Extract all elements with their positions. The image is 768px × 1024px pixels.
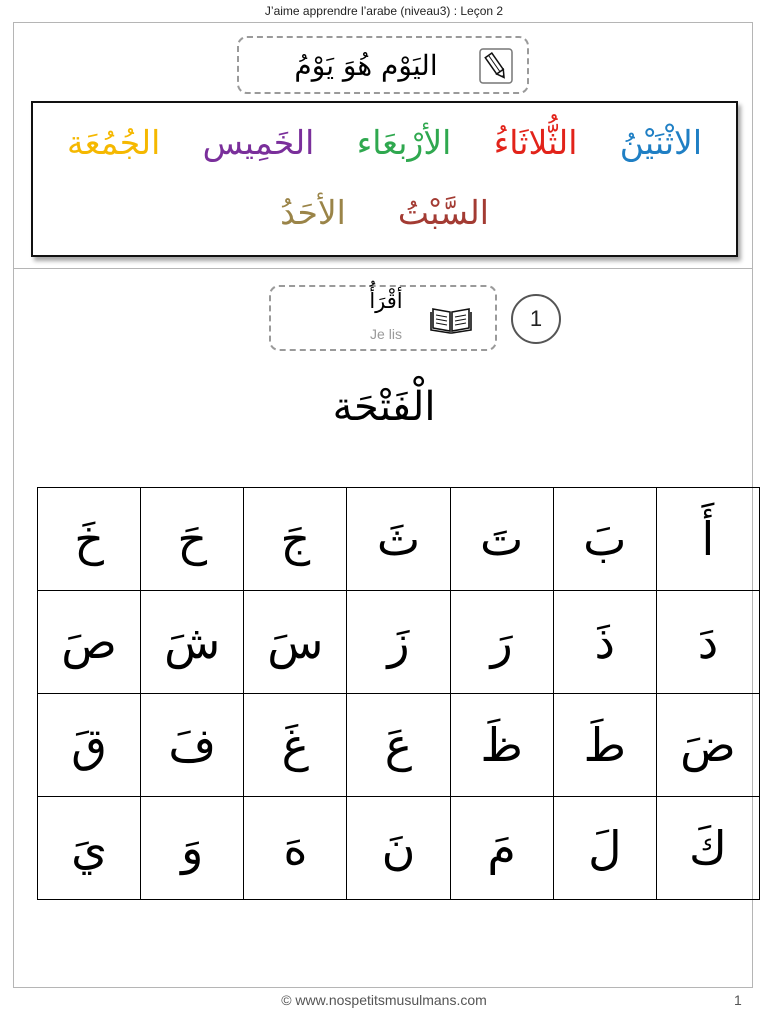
- pencil-icon: [479, 48, 513, 84]
- day-wednesday: الأرْبعَاء: [356, 123, 452, 162]
- letter-cell: خَ: [38, 488, 141, 591]
- letters-row: [38, 488, 760, 591]
- letter-cell: أَ: [656, 488, 759, 591]
- step-number-badge: 1: [511, 294, 561, 344]
- letter-cell: سَ: [244, 591, 347, 694]
- reading-instruction-french: Je lis: [370, 326, 402, 342]
- letter-cell: قَ: [38, 694, 141, 797]
- letters-row: [38, 694, 760, 797]
- week-days-row-1: [33, 123, 736, 162]
- letter-cell: طَ: [553, 694, 656, 797]
- letters-row: [38, 591, 760, 694]
- letter-cell: كَ: [656, 797, 759, 900]
- week-days-row-2: [33, 193, 736, 232]
- day-saturday: السَّبْتُ: [397, 193, 489, 232]
- letter-cell: رَ: [450, 591, 553, 694]
- letter-cell: ثَ: [347, 488, 450, 591]
- week-days-box: [31, 101, 738, 257]
- day-sunday: الأحَدُ: [280, 193, 346, 232]
- reading-instruction-arabic: أقْرَأُ: [369, 289, 403, 313]
- letter-cell: دَ: [656, 591, 759, 694]
- letter-cell: تَ: [450, 488, 553, 591]
- letter-cell: بَ: [553, 488, 656, 591]
- day-tuesday: الثُّلاثَاءُ: [493, 123, 578, 162]
- day-friday: الجُمُعَة: [67, 123, 161, 162]
- day-prompt-box: [237, 36, 529, 94]
- letter-cell: شَ: [141, 591, 244, 694]
- letter-cell: ذَ: [553, 591, 656, 694]
- letter-cell: زَ: [347, 591, 450, 694]
- page-header-title: J’aime apprendre l’arabe (niveau3) : Leçon 2: [264, 4, 504, 18]
- letter-cell: ضَ: [656, 694, 759, 797]
- letters-table: [37, 487, 760, 900]
- page-number: 1: [734, 992, 742, 1008]
- day-monday: الاثْنَيْنُ: [619, 123, 702, 162]
- letter-cell: وَ: [141, 797, 244, 900]
- day-prompt-text: اليَوْم هُوَ يَوْمُ: [294, 48, 438, 82]
- letters-row: [38, 797, 760, 900]
- day-thursday: الخَمِيس: [202, 123, 315, 162]
- letter-cell: غَ: [244, 694, 347, 797]
- letter-cell: عَ: [347, 694, 450, 797]
- letter-cell: مَ: [450, 797, 553, 900]
- letter-cell: ظَ: [450, 694, 553, 797]
- book-icon: [429, 301, 473, 335]
- letter-cell: جَ: [244, 488, 347, 591]
- reading-instruction-box: [269, 285, 497, 351]
- footer-website: © www.nospetitsmusulmans.com: [281, 992, 487, 1008]
- letter-cell: يَ: [38, 797, 141, 900]
- letter-cell: حَ: [141, 488, 244, 591]
- letter-cell: هَ: [244, 797, 347, 900]
- section-divider: [13, 268, 753, 269]
- letter-cell: لَ: [553, 797, 656, 900]
- lesson-title: الْفَتْحَة: [332, 384, 436, 430]
- letter-cell: نَ: [347, 797, 450, 900]
- letter-cell: صَ: [38, 591, 141, 694]
- letter-cell: فَ: [141, 694, 244, 797]
